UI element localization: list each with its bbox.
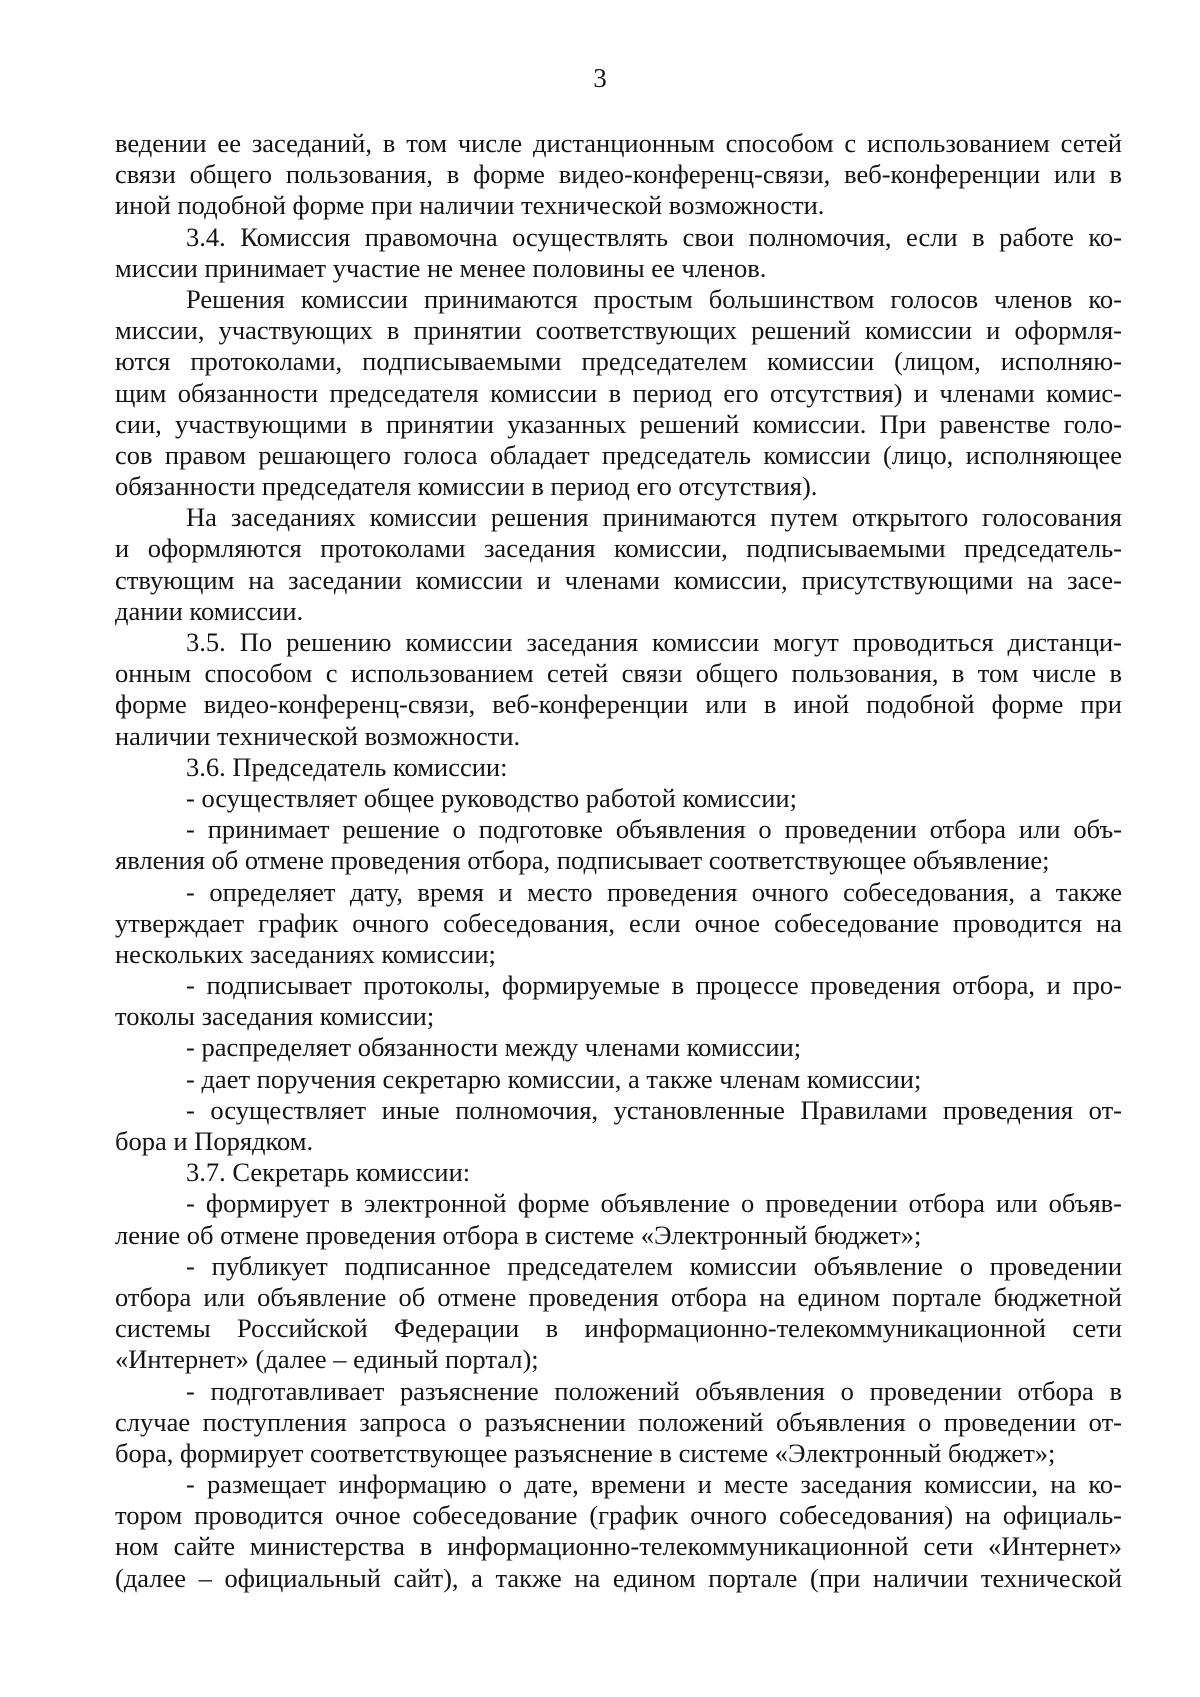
text-line: ном сайте министерства в информационно-телекоммуникационной сети «Интернет» bbox=[115, 1531, 1122, 1562]
text-line: - определяет дату, время и место проведения очного собеседования, а также bbox=[186, 876, 1122, 907]
text-line: - распределяет обязанности между членами комиссии; bbox=[186, 1032, 802, 1063]
text-line: связи общего пользования, в форме видео-конференц-связи, веб-конференции или в bbox=[115, 159, 1122, 190]
text-line: 3.7. Секретарь комиссии: bbox=[186, 1157, 471, 1188]
text-line: бора, формирует соответствующее разъяснение в системе «Электронный бюджет»; bbox=[115, 1437, 1056, 1468]
text-line: токолы заседания комиссии; bbox=[115, 1001, 435, 1032]
text-line: - принимает решение о подготовке объявления о проведении отбора или объ- bbox=[186, 814, 1122, 845]
text-line: отбора или объявление об отмене проведения отбора на едином портале бюджетной bbox=[115, 1281, 1122, 1312]
text-line: щим обязанности председателя комиссии в период его отсутствия) и членами комис- bbox=[115, 377, 1122, 408]
text-line: нескольких заседаниях комиссии; bbox=[115, 938, 496, 969]
text-line: явления об отмене проведения отбора, подписывает соответствующее объявление; bbox=[115, 845, 1050, 876]
text-line: иной подобной форме при наличии технической возможности. bbox=[115, 190, 825, 221]
text-line: бора и Порядком. bbox=[115, 1126, 314, 1156]
text-line: сии, участвующими в принятии указанных решений комиссии. При равенстве голо- bbox=[115, 408, 1122, 439]
text-line: системы Российской Федерации в информационно-телекоммуникационной сети bbox=[115, 1313, 1122, 1344]
document-body bbox=[115, 128, 1122, 1594]
text-line: ются протоколами, подписываемыми председателем комиссии (лицом, исполняю- bbox=[115, 346, 1122, 377]
text-line: сов правом решающего голоса обладает председатель комиссии (лицо, исполняющее bbox=[115, 439, 1122, 470]
text-line: форме видео-конференц-связи, веб-конференции или в иной подобной форме при bbox=[115, 689, 1122, 720]
text-line: - размещает информацию о дате, времени и месте заседания комиссии, на ко- bbox=[186, 1469, 1122, 1500]
text-line: обязанности председателя комиссии в период его отсутствия). bbox=[115, 471, 818, 502]
text-line: 3.4. Комиссия правомочна осуществлять свои полномочия, если в работе ко- bbox=[186, 221, 1122, 252]
text-line: - подписывает протоколы, формируемые в процессе проведения отбора, и про- bbox=[186, 970, 1122, 1001]
text-line: - формирует в электронной форме объявление о проведении отбора или объяв- bbox=[186, 1188, 1122, 1219]
text-line: 3.5. По решению комиссии заседания комиссии могут проводиться дистанци- bbox=[186, 627, 1122, 657]
page-number: 3 bbox=[593, 63, 607, 93]
text-line: (далее – официальный сайт), а также на едином портале (при наличии технической bbox=[115, 1562, 1122, 1593]
text-line: - публикует подписанное председателем комиссии объявление о проведении bbox=[186, 1250, 1122, 1281]
text-line: «Интернет» (далее – единый портал); bbox=[115, 1344, 539, 1375]
text-line: наличии технической возможности. bbox=[115, 720, 521, 751]
text-line: ведении ее заседаний, в том числе дистанционным способом с использованием сетей bbox=[115, 128, 1122, 158]
text-line: ствующим на заседании комиссии и членами комиссии, присутствующими на засе- bbox=[115, 564, 1122, 595]
text-line: миссии принимает участие не менее половины ее членов. bbox=[115, 252, 767, 283]
text-line: - осуществляет общее руководство работой комиссии; bbox=[186, 782, 797, 813]
text-line: Решения комиссии принимаются простым большинством голосов членов ко- bbox=[186, 283, 1122, 314]
text-line: случае поступления запроса о разъяснении положений объявления о проведении от- bbox=[115, 1406, 1122, 1437]
text-line: - подготавливает разъяснение положений объявления о проведении отбора в bbox=[186, 1375, 1122, 1406]
text-line: тором проводится очное собеседование (график очного собеседования) на официаль- bbox=[115, 1500, 1122, 1531]
text-line: 3.6. Председатель комиссии: bbox=[186, 751, 508, 782]
text-line: миссии, участвующих в принятии соответствующих решений комиссии и оформля- bbox=[115, 315, 1122, 346]
text-line: дании комиссии. bbox=[115, 595, 304, 626]
text-line: - осуществляет иные полномочия, установленные Правилами проведения от- bbox=[186, 1094, 1122, 1125]
text-line: - дает поручения секретарю комиссии, а также членам комиссии; bbox=[186, 1063, 922, 1094]
text-line: онным способом с использованием сетей связи общего пользования, в том числе в bbox=[115, 658, 1122, 689]
text-line: утверждает график очного собеседования, если очное собеседование проводится на bbox=[115, 907, 1122, 938]
text-line: На заседаниях комиссии решения принимаются путем открытого голосования bbox=[186, 502, 1122, 533]
text-line: и оформляются протоколами заседания комиссии, подписываемыми председатель- bbox=[115, 533, 1122, 564]
text-line: ление об отмене проведения отбора в системе «Электронный бюджет»; bbox=[115, 1219, 922, 1250]
